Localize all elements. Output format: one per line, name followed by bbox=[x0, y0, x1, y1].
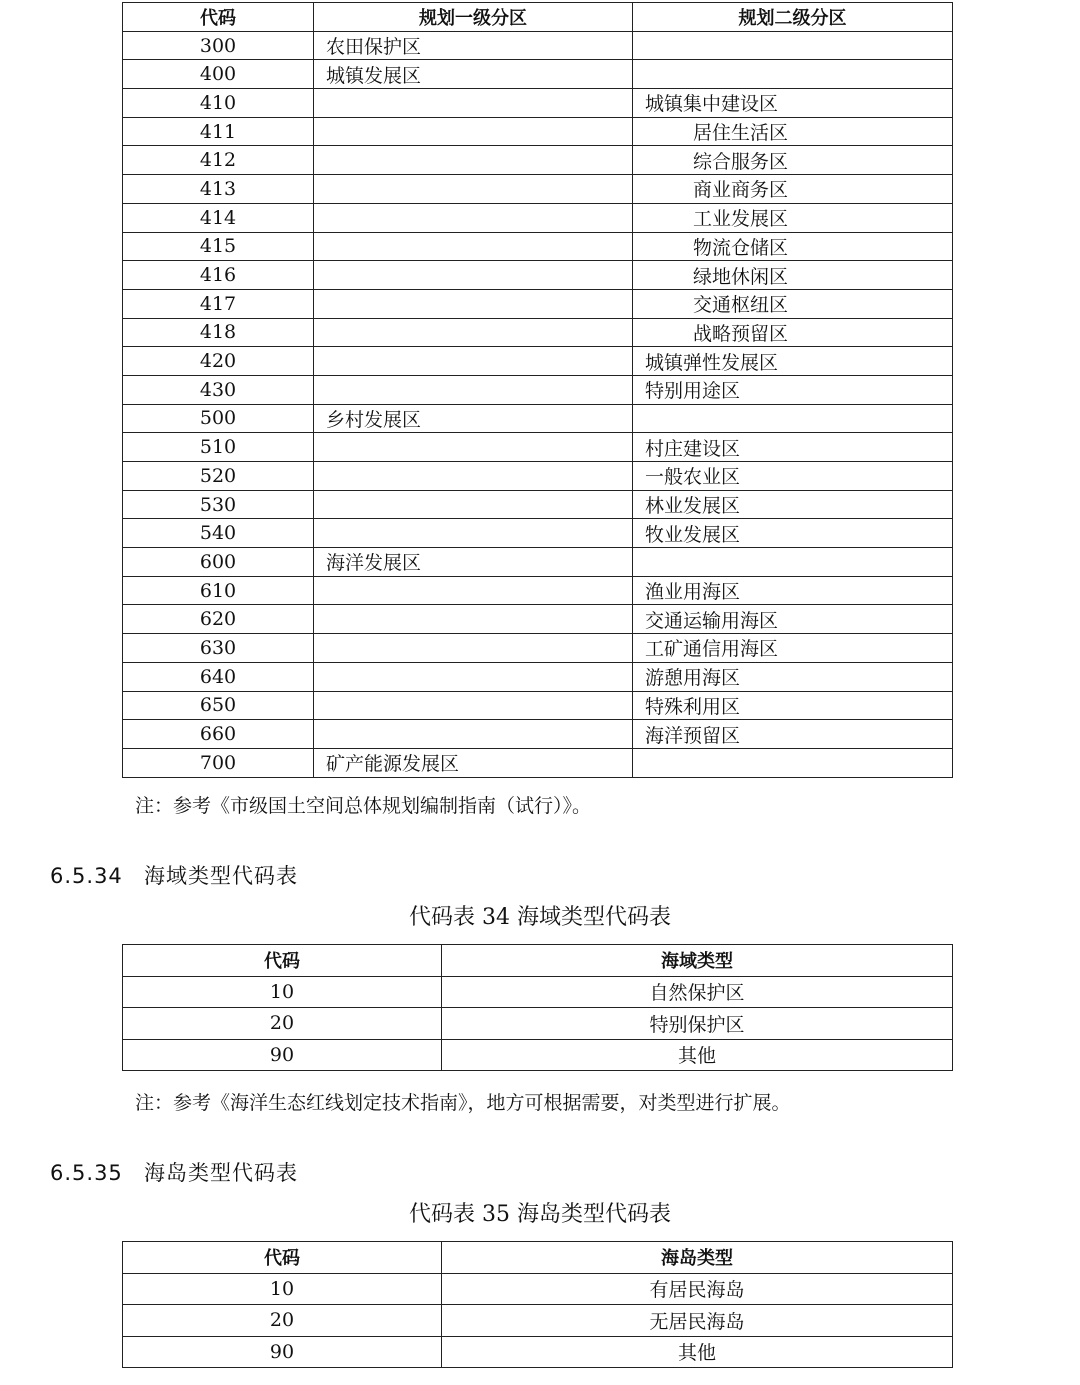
level2-zone-cell: 游憩用海区 bbox=[633, 662, 953, 691]
column-header-island-type: 海岛类型 bbox=[442, 1242, 953, 1274]
table-row bbox=[123, 548, 953, 577]
section-title: 海岛类型代码表 bbox=[144, 1161, 298, 1185]
level2-zone-cell: 物流仓储区 bbox=[633, 232, 953, 261]
code-cell: 300 bbox=[123, 31, 314, 60]
table-row bbox=[123, 60, 953, 89]
type-name-cell: 其他 bbox=[442, 1039, 953, 1071]
table-row bbox=[123, 1008, 953, 1040]
sea-area-type-table bbox=[122, 944, 953, 1071]
code-cell: 420 bbox=[123, 347, 314, 376]
table-row bbox=[123, 634, 953, 663]
table-header-row bbox=[123, 3, 953, 32]
level2-zone-cell: 绿地休闲区 bbox=[633, 261, 953, 290]
level2-zone-cell: 战略预留区 bbox=[633, 318, 953, 347]
code-cell: 600 bbox=[123, 548, 314, 577]
level2-zone-cell: 海洋预留区 bbox=[633, 720, 953, 749]
section-heading-34 bbox=[50, 860, 298, 890]
section-title: 海域类型代码表 bbox=[144, 864, 298, 888]
code-cell: 520 bbox=[123, 462, 314, 491]
table-header-row bbox=[123, 945, 953, 977]
code-cell: 90 bbox=[123, 1039, 442, 1071]
table-row bbox=[123, 261, 953, 290]
table-row bbox=[123, 1273, 953, 1305]
table-caption-34: 代码表 34 海域类型代码表 bbox=[409, 905, 671, 930]
table-row bbox=[123, 375, 953, 404]
level1-zone-cell bbox=[314, 490, 633, 519]
type-name-cell: 特别保护区 bbox=[442, 1008, 953, 1040]
column-header-sea-type: 海域类型 bbox=[442, 945, 953, 977]
level1-zone-cell bbox=[314, 462, 633, 491]
level1-zone-cell bbox=[314, 203, 633, 232]
table-row bbox=[123, 404, 953, 433]
level1-zone-cell bbox=[314, 117, 633, 146]
table-row bbox=[123, 519, 953, 548]
code-cell: 630 bbox=[123, 634, 314, 663]
level1-zone-cell bbox=[314, 146, 633, 175]
column-header-level1: 规划一级分区 bbox=[314, 3, 633, 32]
table-row bbox=[123, 203, 953, 232]
table-row bbox=[123, 976, 953, 1008]
level2-zone-cell bbox=[633, 548, 953, 577]
level2-zone-cell: 城镇弹性发展区 bbox=[633, 347, 953, 376]
section-number: 6.5.34 bbox=[50, 864, 123, 888]
code-cell: 416 bbox=[123, 261, 314, 290]
level1-zone-cell: 矿产能源发展区 bbox=[314, 748, 633, 777]
code-cell: 413 bbox=[123, 175, 314, 204]
column-header-level2: 规划二级分区 bbox=[633, 3, 953, 32]
code-cell: 660 bbox=[123, 720, 314, 749]
code-cell: 412 bbox=[123, 146, 314, 175]
zone-code-table bbox=[122, 2, 953, 778]
type-name-cell: 无居民海岛 bbox=[442, 1305, 953, 1337]
table-row bbox=[123, 462, 953, 491]
level2-zone-cell bbox=[633, 748, 953, 777]
table-row bbox=[123, 347, 953, 376]
island-type-table bbox=[122, 1241, 953, 1368]
code-cell: 10 bbox=[123, 1273, 442, 1305]
column-header-code: 代码 bbox=[123, 945, 442, 977]
code-cell: 414 bbox=[123, 203, 314, 232]
code-cell: 400 bbox=[123, 60, 314, 89]
table-row bbox=[123, 146, 953, 175]
level1-zone-cell bbox=[314, 691, 633, 720]
code-cell: 510 bbox=[123, 433, 314, 462]
type-name-cell: 有居民海岛 bbox=[442, 1273, 953, 1305]
code-cell: 530 bbox=[123, 490, 314, 519]
level1-zone-cell: 海洋发展区 bbox=[314, 548, 633, 577]
zone-table-note: 注：参考《市级国土空间总体规划编制指南（试行）》。 bbox=[135, 795, 592, 817]
level2-zone-cell: 林业发展区 bbox=[633, 490, 953, 519]
code-cell: 418 bbox=[123, 318, 314, 347]
level1-zone-cell bbox=[314, 576, 633, 605]
code-cell: 90 bbox=[123, 1336, 442, 1368]
table-row bbox=[123, 1336, 953, 1368]
table-row bbox=[123, 433, 953, 462]
code-cell: 10 bbox=[123, 976, 442, 1008]
level1-zone-cell bbox=[314, 347, 633, 376]
section-number: 6.5.35 bbox=[50, 1161, 123, 1185]
section-heading-35 bbox=[50, 1157, 298, 1187]
level2-zone-cell: 工业发展区 bbox=[633, 203, 953, 232]
level1-zone-cell bbox=[314, 720, 633, 749]
table-caption-35: 代码表 35 海岛类型代码表 bbox=[409, 1202, 671, 1227]
table-row bbox=[123, 1039, 953, 1071]
code-cell: 20 bbox=[123, 1305, 442, 1337]
table-header-row bbox=[123, 1242, 953, 1274]
table-row bbox=[123, 289, 953, 318]
level2-zone-cell: 渔业用海区 bbox=[633, 576, 953, 605]
code-cell: 620 bbox=[123, 605, 314, 634]
table-row bbox=[123, 748, 953, 777]
level2-zone-cell: 一般农业区 bbox=[633, 462, 953, 491]
table-row bbox=[123, 662, 953, 691]
level1-zone-cell bbox=[314, 519, 633, 548]
level1-zone-cell bbox=[314, 289, 633, 318]
code-cell: 417 bbox=[123, 289, 314, 318]
level1-zone-cell: 乡村发展区 bbox=[314, 404, 633, 433]
code-cell: 640 bbox=[123, 662, 314, 691]
column-header-code: 代码 bbox=[123, 1242, 442, 1274]
code-cell: 430 bbox=[123, 375, 314, 404]
level2-zone-cell: 城镇集中建设区 bbox=[633, 89, 953, 118]
level1-zone-cell bbox=[314, 375, 633, 404]
level1-zone-cell: 农田保护区 bbox=[314, 31, 633, 60]
type-name-cell: 其他 bbox=[442, 1336, 953, 1368]
level1-zone-cell bbox=[314, 605, 633, 634]
level1-zone-cell bbox=[314, 232, 633, 261]
table-row bbox=[123, 117, 953, 146]
level2-zone-cell: 特别用途区 bbox=[633, 375, 953, 404]
level2-zone-cell: 综合服务区 bbox=[633, 146, 953, 175]
level1-zone-cell bbox=[314, 634, 633, 663]
level2-zone-cell: 交通枢纽区 bbox=[633, 289, 953, 318]
table-row bbox=[123, 318, 953, 347]
code-cell: 610 bbox=[123, 576, 314, 605]
level2-zone-cell: 牧业发展区 bbox=[633, 519, 953, 548]
level1-zone-cell bbox=[314, 318, 633, 347]
code-cell: 415 bbox=[123, 232, 314, 261]
sea-table-note: 注：参考《海洋生态红线划定技术指南》，地方可根据需要，对类型进行扩展。 bbox=[135, 1092, 791, 1114]
level1-zone-cell bbox=[314, 261, 633, 290]
code-cell: 410 bbox=[123, 89, 314, 118]
level2-zone-cell bbox=[633, 404, 953, 433]
level2-zone-cell: 交通运输用海区 bbox=[633, 605, 953, 634]
table-row bbox=[123, 1305, 953, 1337]
level1-zone-cell bbox=[314, 662, 633, 691]
level2-zone-cell: 特殊利用区 bbox=[633, 691, 953, 720]
code-cell: 540 bbox=[123, 519, 314, 548]
code-cell: 650 bbox=[123, 691, 314, 720]
column-header-code: 代码 bbox=[123, 3, 314, 32]
code-cell: 411 bbox=[123, 117, 314, 146]
code-cell: 20 bbox=[123, 1008, 442, 1040]
level1-zone-cell bbox=[314, 175, 633, 204]
table-row bbox=[123, 232, 953, 261]
code-cell: 500 bbox=[123, 404, 314, 433]
table-row bbox=[123, 691, 953, 720]
level1-zone-cell bbox=[314, 89, 633, 118]
level1-zone-cell bbox=[314, 433, 633, 462]
level2-zone-cell bbox=[633, 31, 953, 60]
code-cell: 700 bbox=[123, 748, 314, 777]
level2-zone-cell bbox=[633, 60, 953, 89]
level2-zone-cell: 居住生活区 bbox=[633, 117, 953, 146]
level2-zone-cell: 商业商务区 bbox=[633, 175, 953, 204]
table-row bbox=[123, 490, 953, 519]
table-row bbox=[123, 576, 953, 605]
type-name-cell: 自然保护区 bbox=[442, 976, 953, 1008]
table-row bbox=[123, 175, 953, 204]
level2-zone-cell: 村庄建设区 bbox=[633, 433, 953, 462]
table-row bbox=[123, 605, 953, 634]
table-row bbox=[123, 31, 953, 60]
level2-zone-cell: 工矿通信用海区 bbox=[633, 634, 953, 663]
table-row bbox=[123, 89, 953, 118]
table-row bbox=[123, 720, 953, 749]
level1-zone-cell: 城镇发展区 bbox=[314, 60, 633, 89]
